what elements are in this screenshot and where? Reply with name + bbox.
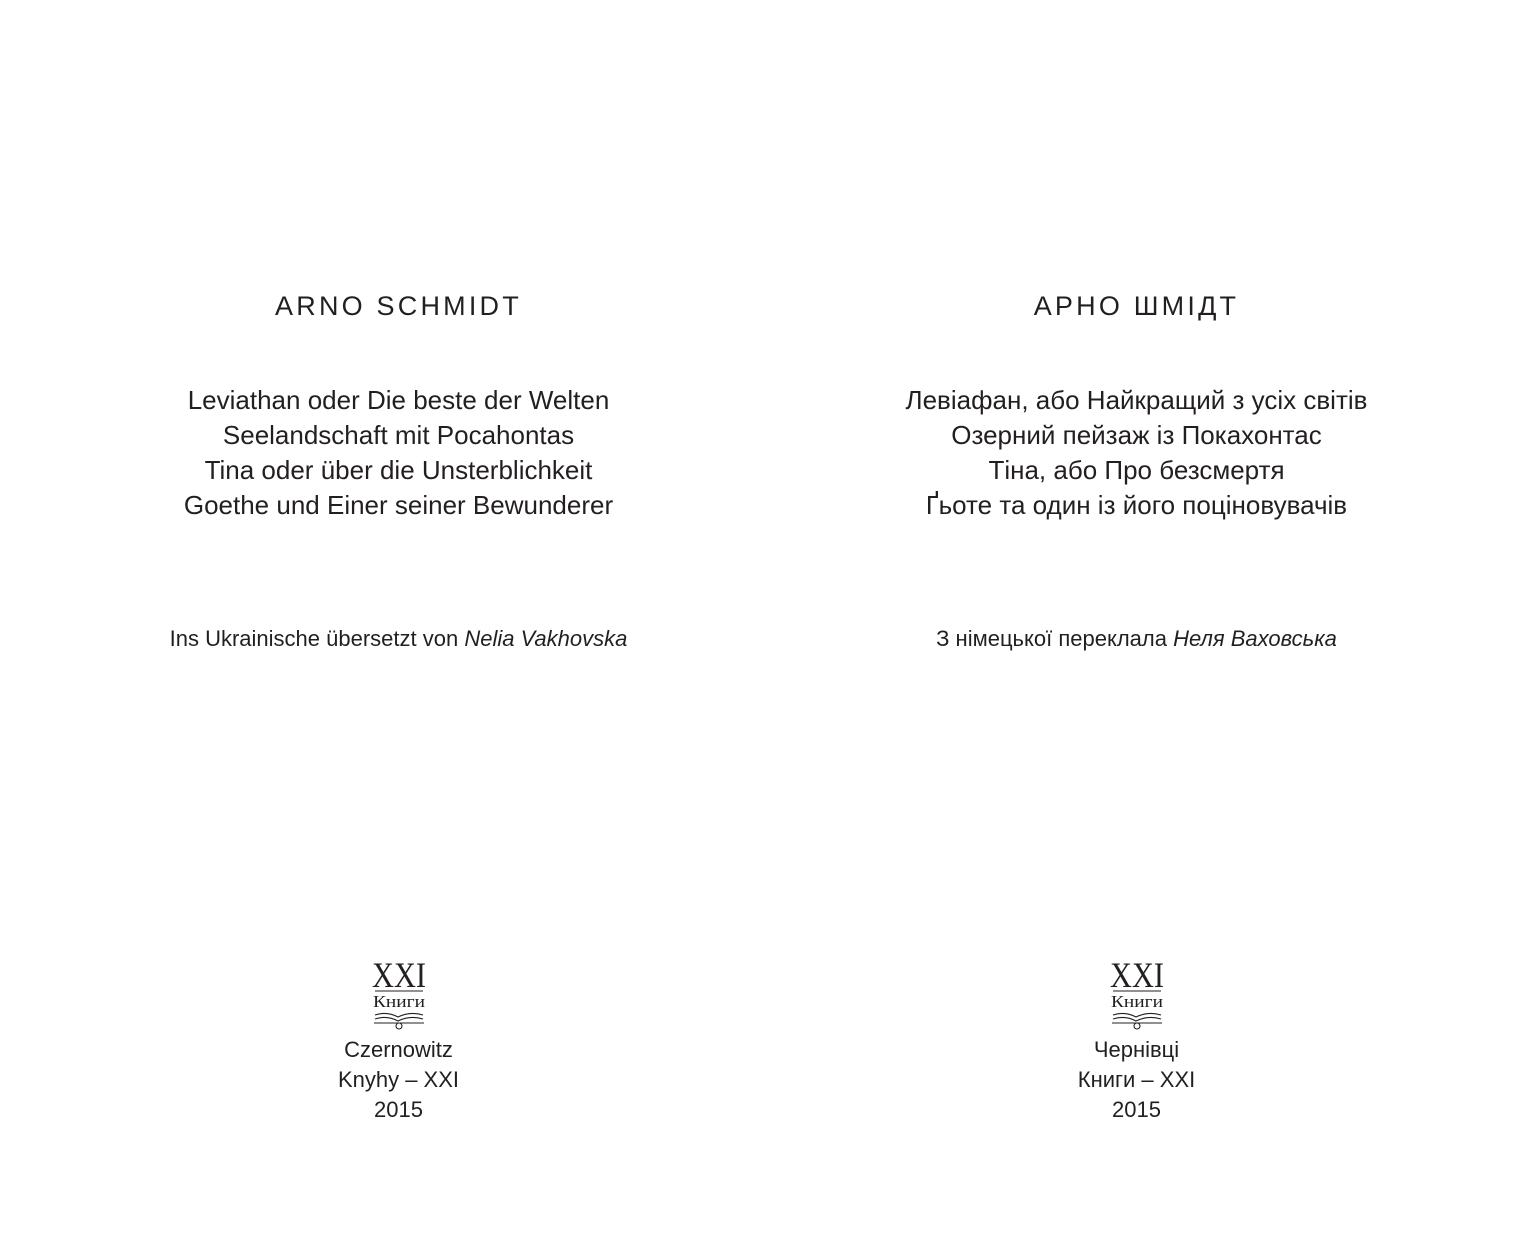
logo-xxi-text: XXI [1110, 955, 1164, 995]
work-titles [15, 383, 782, 523]
imprint [753, 1035, 1520, 1125]
work-title: Левіафан, або Найкращий з усіх світів [905, 385, 1368, 415]
right-title-page [753, 0, 1520, 1240]
imprint [15, 1035, 782, 1125]
translator-credit [15, 624, 782, 654]
work-title: Тіна, або Про безсмертя [988, 455, 1285, 485]
logo-xxi-text: XXI [372, 955, 426, 995]
open-book-icon [374, 1013, 424, 1029]
work-title: Leviathan oder Die beste der Welten [187, 385, 610, 415]
translator-prefix: З німецької переклала [936, 626, 1167, 651]
work-title: Ґьоте та один із його поціновувачів [925, 490, 1348, 520]
work-title: Seelandschaft mit Pocahontas [222, 420, 575, 450]
left-title-page [15, 0, 782, 1240]
logo-knyhy-text: Книги [373, 992, 425, 1011]
work-title: Озерний пейзаж із Покахонтас [951, 420, 1322, 450]
translator-credit [753, 624, 1520, 654]
publication-year: 2015 [1112, 1097, 1161, 1122]
translator-prefix: Ins Ukrainische übersetzt von [169, 626, 459, 651]
work-title: Goethe und Einer seiner Bewunderer [183, 490, 614, 520]
author-name: ARNO SCHMIDT [275, 291, 522, 321]
publication-city: Czernowitz [344, 1037, 453, 1062]
publisher-name: Книги – XXI [1077, 1067, 1196, 1092]
publication-city: Чернівці [1093, 1037, 1180, 1062]
work-title: Tina oder über die Unsterblichkeit [204, 455, 593, 485]
publisher-name: Knyhy – XXI [337, 1067, 460, 1092]
open-book-icon [1112, 1013, 1162, 1029]
logo-knyhy-text: Книги [1111, 992, 1163, 1011]
work-titles [753, 383, 1520, 523]
translator-name: Неля Ваховська [1173, 626, 1337, 651]
publisher-logo [1107, 957, 1167, 1031]
publisher-logo [369, 957, 429, 1031]
publication-year: 2015 [374, 1097, 423, 1122]
author-name: АРНО ШМІДТ [1033, 291, 1240, 321]
translator-name: Nelia Vakhovska [464, 626, 628, 651]
